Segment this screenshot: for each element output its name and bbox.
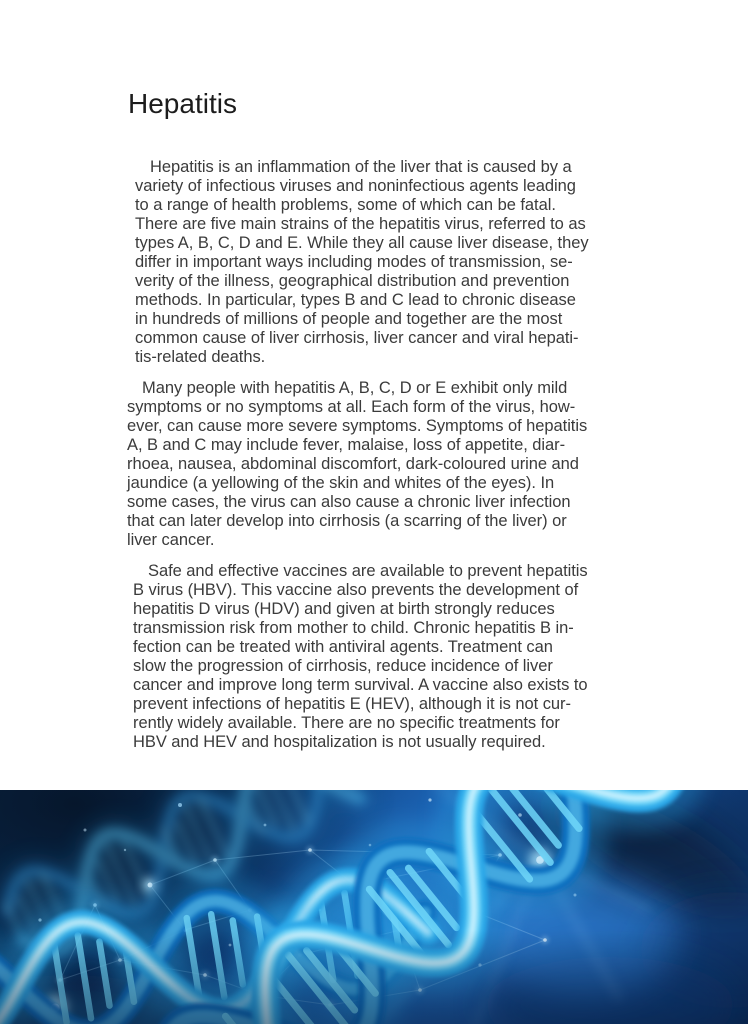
paragraph-line: prevent infections of hepatitis E (HEV), although it is not cur-	[133, 695, 571, 713]
paragraph-line: rently widely available. There are no specific treatments for	[133, 714, 560, 732]
paragraph-line: cancer and improve long term survival. A vaccine also exists to	[133, 676, 588, 694]
page-title: Hepatitis	[128, 88, 237, 119]
paragraph-line: slow the progression of cirrhosis, reduce incidence of liver	[133, 657, 553, 675]
paragraph-line: to a range of health problems, some of which can be fatal.	[135, 196, 556, 214]
paragraph-line: transmission risk from mother to child. Chronic hepatitis B in-	[133, 619, 574, 637]
paragraph-line: fection can be treated with antiviral agents. Treatment can	[133, 638, 553, 656]
paragraph-line: differ in important ways including modes of transmission, se-	[135, 253, 573, 271]
paragraph-line: types A, B, C, D and E. While they all cause liver disease, they	[135, 234, 589, 252]
paragraph-line: some cases, the virus can also cause a chronic liver infection	[127, 493, 571, 511]
paragraph-line: liver cancer.	[127, 531, 215, 549]
paragraph-line: Many people with hepatitis A, B, C, D or E exhibit only mild	[142, 379, 568, 397]
paragraph-line: verity of the illness, geographical distribution and prevention	[135, 272, 570, 290]
paragraph-line: Hepatitis is an inflammation of the liver that is caused by a	[150, 158, 572, 176]
paragraph-vaccines	[133, 562, 647, 752]
paragraph-line: in hundreds of millions of people and together are the most	[135, 310, 563, 328]
article-content	[127, 88, 647, 764]
paragraph-line: There are five main strains of the hepatitis virus, referred to as	[135, 215, 586, 233]
paragraph-intro	[135, 158, 647, 367]
paragraph-line: common cause of liver cirrhosis, liver cancer and viral hepati-	[135, 329, 579, 347]
paragraph-line: jaundice (a yellowing of the skin and whites of the eyes). In	[127, 474, 555, 492]
paragraph-line: symptoms or no symptoms at all. Each form of the virus, how-	[127, 398, 576, 416]
paragraph-line: tis-related deaths.	[135, 348, 266, 366]
paragraph-line: variety of infectious viruses and noninfectious agents leading	[135, 177, 576, 195]
dna-helix-image	[0, 790, 748, 1024]
paragraph-line: ever, can cause more severe symptoms. Symptoms of hepatitis	[127, 417, 588, 435]
paragraph-line: that can later develop into cirrhosis (a scarring of the liver) or	[127, 512, 567, 530]
paragraph-line: HBV and HEV and hospitalization is not usually required.	[133, 733, 546, 751]
paragraph-line: rhoea, nausea, abdominal discomfort, dark-coloured urine and	[127, 455, 579, 473]
paragraph-line: B virus (HBV). This vaccine also prevents the development of	[133, 581, 579, 599]
paragraph-line: A, B and C may include fever, malaise, loss of appetite, diar-	[127, 436, 566, 454]
paragraph-line: Safe and effective vaccines are available to prevent hepatitis	[148, 562, 588, 580]
paragraph-symptoms	[127, 379, 647, 550]
paragraph-line: methods. In particular, types B and C lead to chronic disease	[135, 291, 576, 309]
dna-helix-illustration	[0, 790, 748, 1024]
paragraph-line: hepatitis D virus (HDV) and given at birth strongly reduces	[133, 600, 555, 618]
